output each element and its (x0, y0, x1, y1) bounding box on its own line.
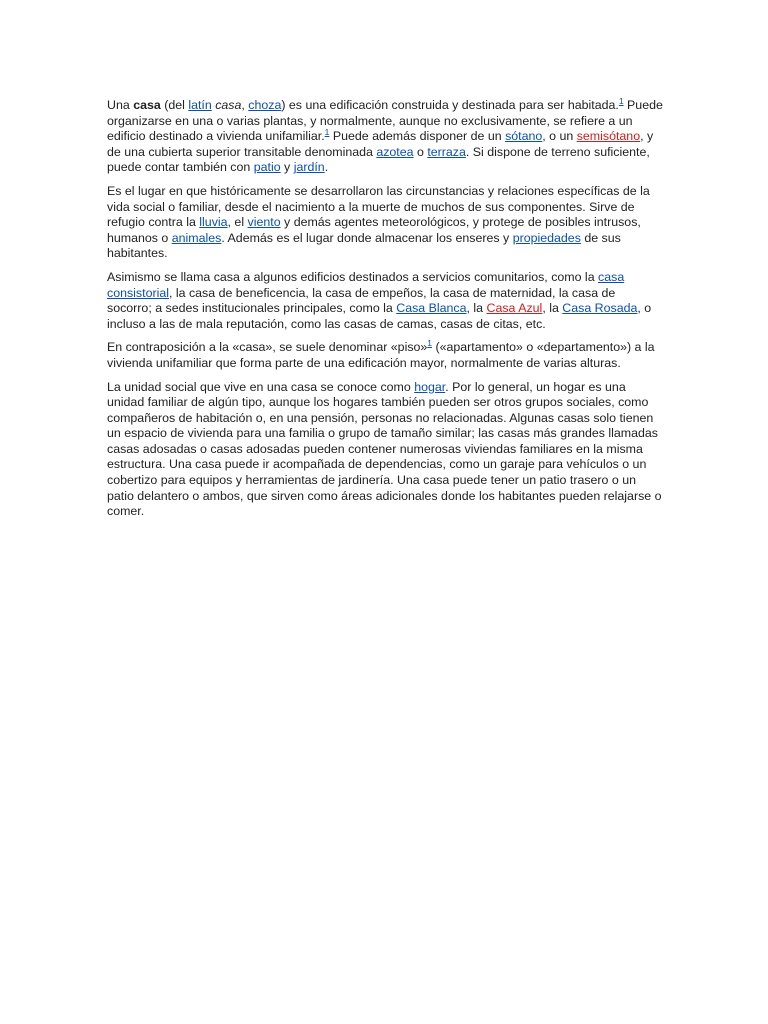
article-link[interactable]: hogar (414, 379, 446, 394)
article-link[interactable]: animales (171, 230, 222, 245)
bold-term: casa (133, 98, 161, 112)
missing-article-link[interactable]: Casa Azul (486, 301, 543, 316)
article-link[interactable]: viento (247, 215, 281, 230)
paragraph (107, 340, 663, 371)
article-link[interactable]: casa consistorial (107, 269, 625, 300)
text-span: En contraposición a la «casa», se suele denominar «piso» (107, 340, 428, 355)
article-link[interactable]: sótano (505, 129, 543, 144)
text-span: , o un (542, 129, 577, 144)
paragraph (107, 95, 663, 176)
text-span: , (241, 98, 249, 112)
article-body (107, 95, 663, 528)
missing-article-link[interactable]: semisótano (576, 129, 641, 144)
article-link[interactable]: jardín (293, 160, 325, 175)
reference-link[interactable]: 1 (618, 95, 624, 106)
article-link[interactable]: Casa Blanca (396, 301, 467, 316)
paragraph (107, 184, 663, 262)
article-link[interactable]: choza (248, 98, 282, 112)
article-link[interactable]: Casa Rosada (562, 301, 638, 316)
text-span: , y de una cubierta superior transitable denominada (107, 129, 654, 159)
article-link[interactable]: terraza (427, 144, 466, 159)
text-span: Es el lugar en que históricamente se desarrollaron las circunstancias y relaciones específicas de la vida social o familiar, desde el nacimiento a la muerte de muchos de sus componentes. Sirve de refugio contra la (107, 183, 650, 230)
text-span: de sus habitantes. (107, 230, 621, 261)
text-span: . (324, 160, 329, 175)
text-span: , la casa de beneficencia, la casa de empeños, la casa de maternidad, la casa de socorro; a sedes institucionales principales, como la (107, 285, 616, 316)
text-span: («apartamento» o «departamento») a la vivienda unifamiliar que forma parte de una edificación mayor, normalmente de varias alturas. (107, 340, 655, 370)
text-span: Asimismo se llama casa a algunos edificios destinados a servicios comunitarios, como la (107, 269, 599, 284)
text-span: . Por lo general, un hogar es una unidad familiar de algún tipo, aunque los hogares también pueden ser otros grupos sociales, como compañeros de habitación o, en una pensión, personas no relacionadas. Algunas casas solo tienen un espacio de vivienda para una familia o grupo de tamaño similar; las casas más grandes llamadas casas adosadas o casas adosadas pueden contener numerosas viviendas familiares en la misma estructura. Una casa puede ir acompañada de dependencias, como un garaje para vehículos o un cobertizo para equipos y herramientas de jardinería. Una casa puede tener un patio trasero o un patio delantero o ambos, que sirven como áreas adicionales donde los habitantes pueden relajarse o comer. (107, 379, 662, 519)
text-span: , la (542, 301, 563, 316)
text-span: ) es una edificación construida y destinada para ser habitada. (281, 98, 619, 112)
article-link[interactable]: latín (188, 98, 212, 112)
text-span: La unidad social que vive en una casa se conoce como (107, 379, 415, 394)
text-span: Una (107, 98, 134, 112)
reference-link[interactable]: 1 (324, 127, 330, 138)
text-span: , o incluso a las de mala reputación, como las casas de camas, casas de citas, etc. (107, 301, 652, 331)
text-span: y demás agentes meteorológicos, y protege de posibles intrusos, humanos o (107, 215, 641, 245)
text-span: . Si dispone de terreno suficiente, puede contar también con (107, 144, 650, 175)
article-link[interactable]: azotea (376, 144, 414, 159)
paragraph (107, 380, 663, 520)
text-span: . Además es el lugar donde almacenar los enseres y (221, 230, 513, 245)
text-span: Puede además disponer de un (329, 129, 506, 144)
italic-term: casa (215, 98, 242, 112)
paragraph (107, 270, 663, 332)
article-link[interactable]: patio (253, 160, 281, 175)
text-span: o (413, 144, 428, 159)
text-span: , el (227, 215, 248, 230)
article-link[interactable]: lluvia (199, 215, 228, 230)
text-span: y (280, 160, 294, 175)
text-span: Puede organizarse en una o varias plantas, y normalmente, aunque no exclusivamente, se refiere a un edificio destinado a vivienda unifamiliar. (107, 98, 663, 144)
article-link[interactable]: propiedades (512, 230, 581, 245)
reference-link[interactable]: 1 (427, 338, 433, 349)
text-span: , la (466, 301, 487, 316)
text-span: (del (160, 98, 189, 112)
